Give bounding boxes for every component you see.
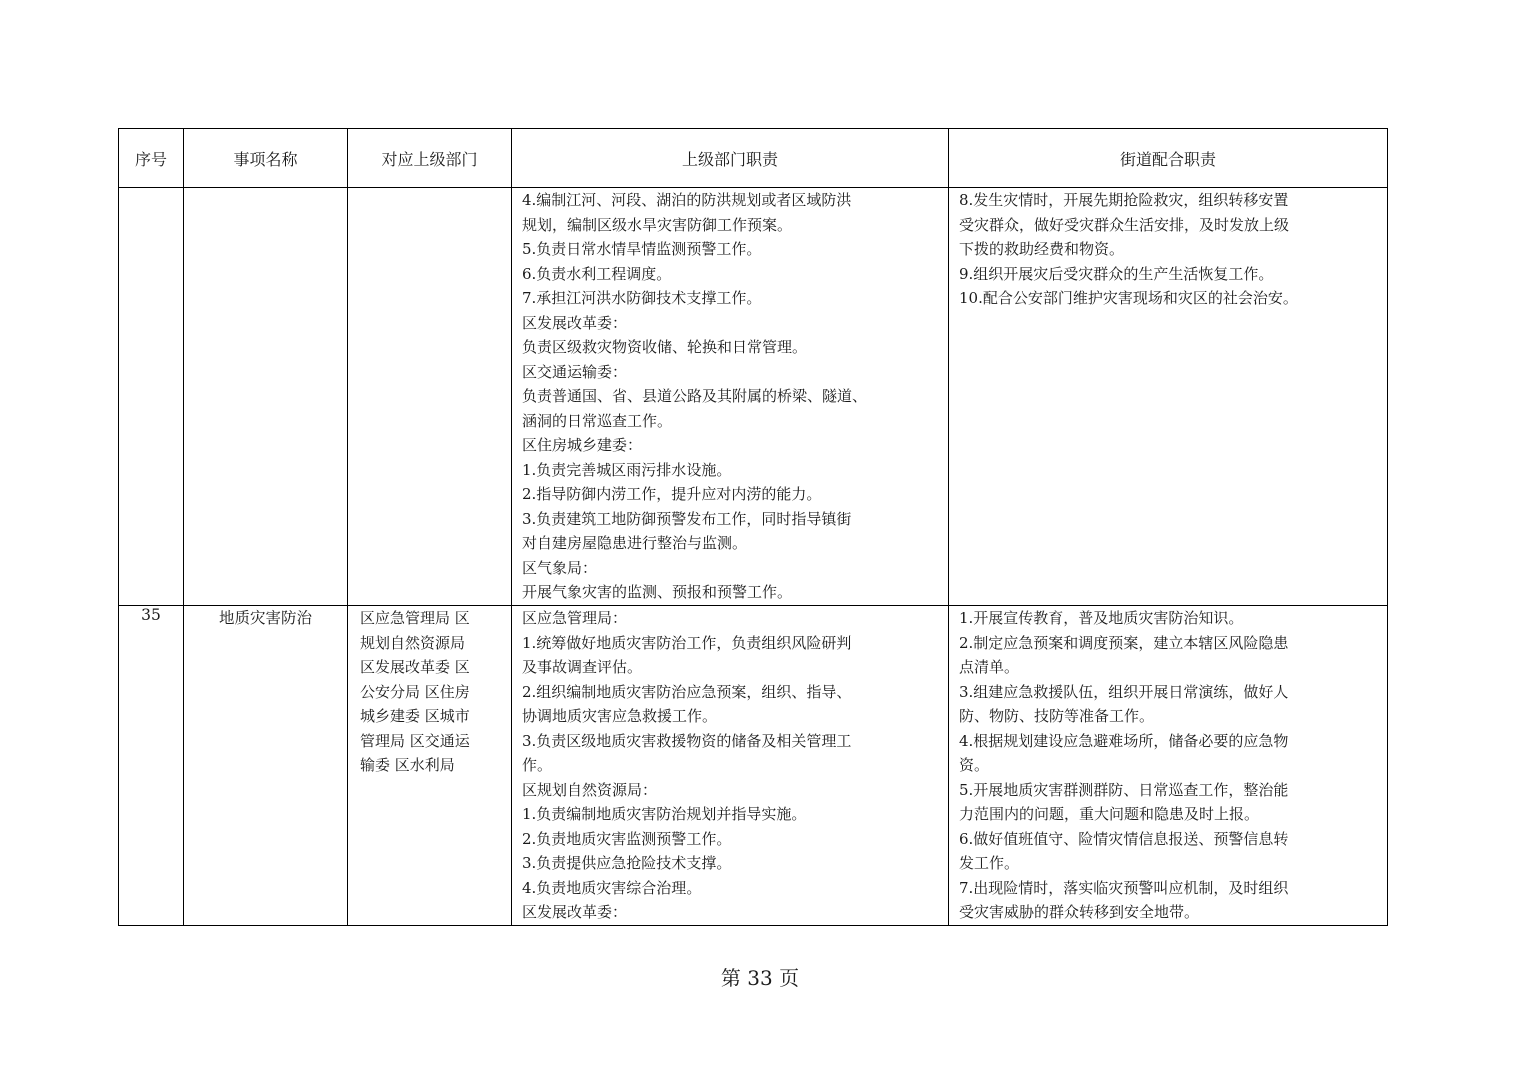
item-name-cell	[184, 188, 348, 606]
duty-line: 3.负责建筑工地防御预警发布工作，同时指导镇街	[522, 509, 852, 528]
duty-line: 7.出现险情时，落实临灾预警叫应机制，及时组织	[959, 878, 1289, 897]
duty-line: 3.负责区级地质灾害救援物资的储备及相关管理工	[522, 731, 852, 750]
duty-line: 防、物防、技防等准备工作。	[959, 707, 1155, 725]
duty-line: 开展气象灾害的监测、预报和预警工作。	[522, 583, 793, 601]
duty-line: 8.发生灾情时，开展先期抢险救灾，组织转移安置	[959, 191, 1289, 209]
seq-cell: 35	[119, 606, 184, 926]
dept-line: 区应急管理局 区	[360, 609, 470, 627]
duty-line: 发工作。	[959, 854, 1020, 872]
duty-line: 3.负责提供应急抢险技术支撑。	[522, 854, 732, 872]
duty-line: 区应急管理局：	[522, 609, 628, 627]
duty-line: 7.承担江河洪水防御技术支撑工作。	[522, 289, 762, 307]
duty-line: 协调地质灾害应急救援工作。	[522, 707, 718, 725]
duty-line: 区发展改革委：	[522, 903, 628, 921]
duty-line: 3.组建应急救援队伍，组织开展日常演练，做好人	[959, 682, 1289, 701]
duty-line: 5.负责日常水情旱情监测预警工作。	[522, 240, 762, 258]
duty-line: 区规划自然资源局：	[522, 780, 658, 799]
duty-line: 5.开展地质灾害群测群防、日常巡查工作，整治能	[959, 780, 1289, 799]
header-upper-dept: 对应上级部门	[348, 129, 512, 188]
dept-line: 管理局 区交通运	[360, 731, 470, 750]
duty-line: 对自建房屋隐患进行整治与监测。	[522, 534, 748, 552]
dept-cell	[348, 188, 512, 606]
duty-line: 2.负责地质灾害监测预警工作。	[522, 829, 732, 848]
duty-line: 负责普通国、省、县道公路及其附属的桥梁、隧道、	[522, 387, 868, 405]
dept-line: 区发展改革委 区	[360, 658, 470, 676]
duty-line: 涵洞的日常巡查工作。	[522, 411, 673, 430]
duty-table	[118, 128, 1388, 926]
duty-line: 区住房城乡建委：	[522, 436, 643, 454]
duty-line: 力范围内的问题，重大问题和隐患及时上报。	[959, 805, 1260, 823]
duty-line: 受灾害威胁的群众转移到安全地带。	[959, 903, 1200, 921]
duty-line: 10.配合公安部门维护灾害现场和灾区的社会治安。	[959, 289, 1298, 307]
duty-line: 1.负责编制地质灾害防治规划并指导实施。	[522, 805, 807, 823]
duty-line: 点清单。	[959, 658, 1020, 676]
dept-line: 公安分局 区住房	[360, 682, 470, 701]
dept-cell	[348, 606, 512, 926]
duty-line: 9.组织开展灾后受灾群众的生产生活恢复工作。	[959, 264, 1274, 283]
duty-line: 规划，编制区级水旱灾害防御工作预案。	[522, 215, 793, 234]
duty-line: 区发展改革委：	[522, 313, 628, 332]
street-duty-cell	[949, 606, 1388, 926]
duty-line: 4.根据规划建设应急避难场所，储备必要的应急物	[959, 731, 1289, 750]
duty-line: 下拨的救助经费和物资。	[959, 240, 1125, 258]
duty-line: 2.组织编制地质灾害防治应急预案，组织、指导、	[522, 682, 852, 701]
duty-line: 作。	[522, 756, 553, 774]
street-duty-cell	[949, 188, 1388, 606]
page-number: 第 33 页	[720, 966, 800, 990]
duty-line: 1.负责完善城区雨污排水设施。	[522, 460, 732, 479]
table-row	[119, 606, 1388, 926]
header-seq: 序号	[119, 129, 184, 188]
header-street-duty: 街道配合职责	[949, 129, 1388, 188]
duty-line: 区交通运输委：	[522, 362, 628, 381]
upper-duty-cell	[512, 606, 949, 926]
duty-line: 资。	[959, 756, 990, 774]
duty-line: 1.统筹做好地质灾害防治工作，负责组织风险研判	[522, 633, 852, 652]
duty-line: 4.编制江河、河段、湖泊的防洪规划或者区域防洪	[522, 191, 852, 209]
header-item-name: 事项名称	[184, 129, 348, 188]
duty-line: 负责区级救灾物资收储、轮换和日常管理。	[522, 338, 808, 356]
duty-line: 及事故调查评估。	[522, 658, 643, 676]
duty-line: 2.指导防御内涝工作，提升应对内涝的能力。	[522, 485, 822, 503]
duty-line: 2.制定应急预案和调度预案，建立本辖区风险隐患	[959, 633, 1289, 652]
duty-line: 6.做好值班值守、险情灾情信息报送、预警信息转	[959, 829, 1289, 848]
duty-line: 区气象局：	[522, 558, 598, 577]
duty-line: 受灾群众，做好受灾群众生活安排，及时发放上级	[959, 215, 1290, 234]
duty-line: 4.负责地质灾害综合治理。	[522, 878, 702, 897]
seq-cell	[119, 188, 184, 606]
table-row	[119, 188, 1388, 606]
upper-duty-cell	[512, 188, 949, 606]
dept-line: 规划自然资源局	[360, 633, 466, 652]
header-row	[119, 129, 1388, 188]
item-name-cell: 地质灾害防治	[184, 606, 348, 926]
duty-line: 6.负责水利工程调度。	[522, 264, 672, 283]
duty-line: 1.开展宣传教育，普及地质灾害防治知识。	[959, 609, 1244, 627]
dept-line: 城乡建委 区城市	[360, 707, 470, 725]
dept-line: 输委 区水利局	[360, 756, 455, 774]
header-upper-duty: 上级部门职责	[512, 129, 949, 188]
